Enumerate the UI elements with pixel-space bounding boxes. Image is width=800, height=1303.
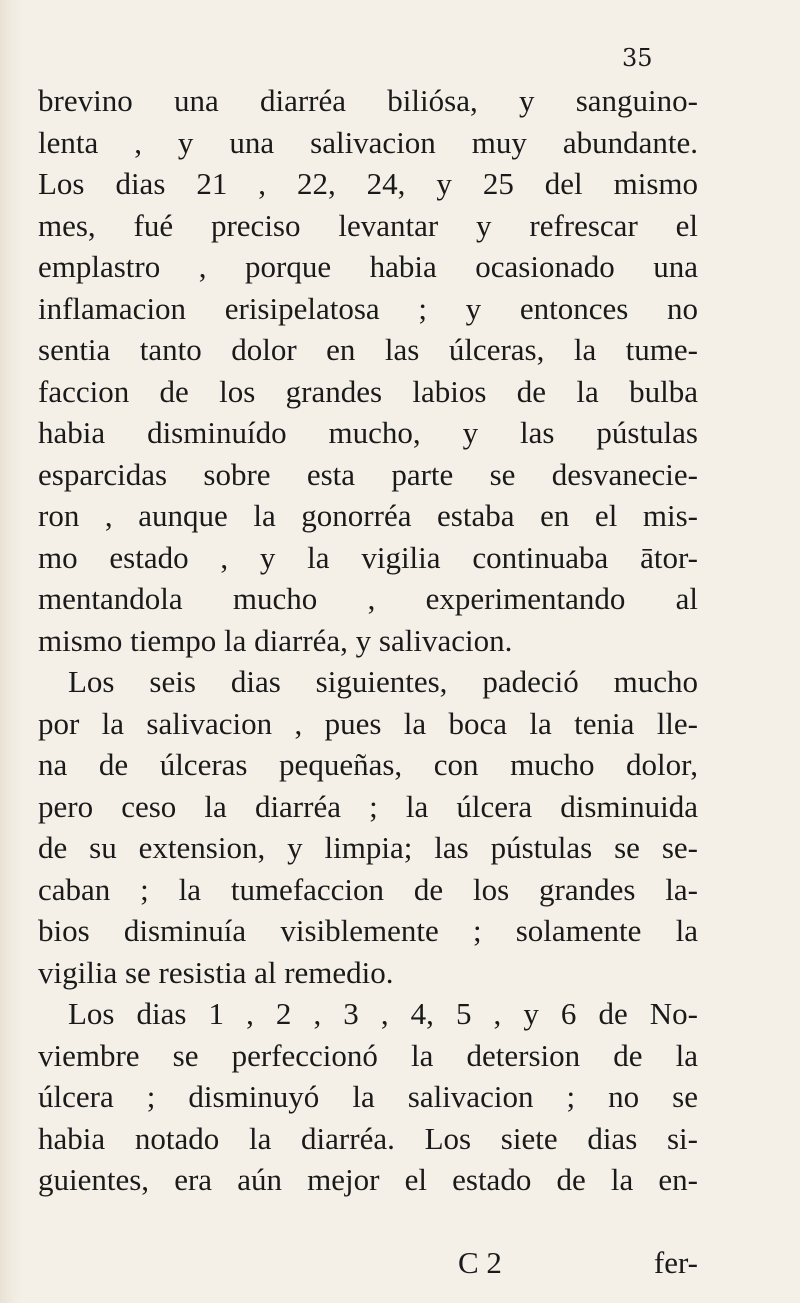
text-line: guientes, era aún mejor el estado de la en- <box>38 1162 698 1197</box>
text-line: pero ceso la diarréa ; la úlcera disminuida <box>38 788 698 824</box>
text-line: mes, fué preciso levantar y refrescar el <box>38 207 698 243</box>
page-number: 35 <box>622 44 653 72</box>
text-line: faccion de los grandes labios de la bulba <box>38 373 698 409</box>
text-line: mentandola mucho , experimentando al <box>38 581 698 616</box>
text-line: bios disminuía visiblemente ; solamente la <box>38 913 698 948</box>
text-line: sentia tanto dolor en las úlceras, la tume- <box>38 332 698 367</box>
text-line: viembre se perfeccionó la detersion de la <box>38 1037 698 1073</box>
text-line: mo estado , y la vigilia continuaba ātor- <box>38 539 698 575</box>
text-line: por la salivacion , pues la boca la tenia lle- <box>38 705 698 741</box>
text-line: vigilia se resistia al remedio. <box>38 954 394 990</box>
text-line: emplastro , porque habia ocasionado una <box>38 249 698 284</box>
signature-mark: C 2 <box>458 1245 502 1280</box>
text-line: esparcidas sobre esta parte se desvanecie- <box>38 456 698 492</box>
text-line: brevino una diarréa biliósa, y sanguino- <box>38 83 698 118</box>
text-line: úlcera ; disminuyó la salivacion ; no se <box>38 1079 698 1114</box>
text-line: inflamacion erisipelatosa ; y entonces no <box>38 290 698 326</box>
catchword: fer- <box>653 1245 698 1280</box>
page-footer <box>38 1245 698 1285</box>
paragraph-first-line: Los dias 1 , 2 , 3 , 4, 5 , y 6 de No- <box>68 996 698 1031</box>
text-line: mismo tiempo la diarréa, y salivacion. <box>38 622 513 658</box>
text-line: lenta , y una salivacion muy abundante. <box>38 124 698 160</box>
text-line: habia notado la diarréa. Los siete dias si- <box>38 1120 698 1156</box>
text-line: habia disminuído mucho, y las pústulas <box>38 415 698 450</box>
text-line: ron , aunque la gonorréa estaba en el mis- <box>38 498 698 533</box>
page-gutter-shadow <box>0 0 22 1303</box>
paragraph-first-line: Los seis dias siguientes, padeció mucho <box>68 664 698 699</box>
text-line: de su extension, y limpia; las pústulas se se- <box>38 830 698 865</box>
body-text <box>38 80 698 1201</box>
text-line: Los dias 21 , 22, 24, y 25 del mismo <box>38 166 698 201</box>
text-line: caban ; la tumefaccion de los grandes la- <box>38 871 698 907</box>
text-line: na de úlceras pequeñas, con mucho dolor, <box>38 747 698 782</box>
